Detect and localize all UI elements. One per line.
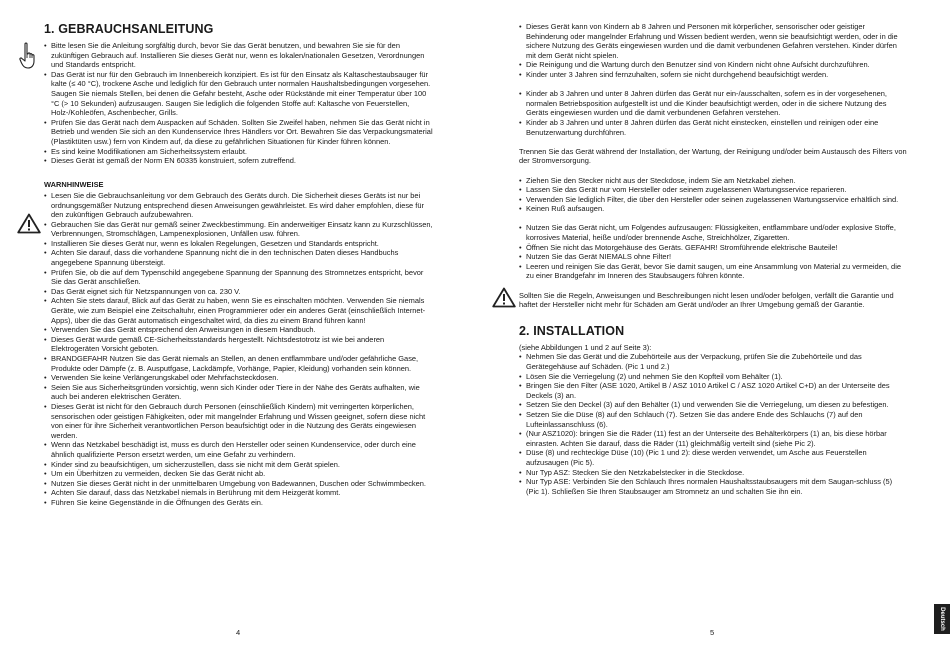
list-item: • Dieses Gerät kann von Kindern ab 8 Jahren und Personen mit körperlicher, sensorischer oder geistiger Behinderung oder mangelnder Erfahrung und Wissen bedient werden, wenn sie beaufsichtigt werden, oder in die sichere Nutzung des Geräts eingewiesen wurden und die damit verbundenen Gefahren verstehen. Kinder dürfen mit dem Gerät nicht spielen. (519, 22, 907, 60)
list-item: • Keinen Ruß aufsaugen. (519, 204, 907, 214)
language-tab (934, 604, 950, 634)
list-item: • Setzen Sie die Düse (8) auf den Schlauch (7). Setzen Sie das andere Ende des Schlauchs (7) auf den Lufteinlassanschluss (6). (519, 410, 907, 429)
list-item: • Führen Sie keine Gegenstände in die Öffnungen des Geräts ein. (44, 498, 434, 508)
list-item: • Installieren Sie dieses Gerät nur, wenn es lokalen Regelungen, Gesetzen und Standards entspricht. (44, 239, 434, 249)
list-item: • Setzen Sie den Deckel (3) auf den Behälter (1) und verwenden Sie die Verriegelung, um diesen zu befestigen. (519, 400, 907, 410)
list-item: • Kinder ab 3 Jahren und unter 8 Jahren dürfen das Gerät nur ein-/ausschalten, sofern es in der vorgesehenen, normalen Betriebsposition aufgestellt ist und die Kinder beaufsichtigt werden, oder in die sichere Nutzung des Geräts eingewiesen wurden und die damit verbundenen Gefahren verstehen. (519, 89, 907, 118)
list-item: • Dieses Gerät ist nicht für den Gebrauch durch Personen (einschließlich Kindern) mit verringerten körperlichen, sensorischen oder geistigen Fähigkeiten, oder mit mangelnder Erfahrung und Wissen geeignet, sofern diese nicht von einer für ihre Sicherheit verantwortlichen Person beaufsichtigt oder in die Nutzung des Geräts eingewiesen werden. (44, 402, 434, 440)
list-item: • Dieses Gerät wurde gemäß CE-Sicherheitsstandards hergestellt. Nichtsdestotrotz ist wie bei anderen Elektrogeräten Vorsicht geboten. (44, 335, 434, 354)
list-item: • Um ein Überhitzen zu vermeiden, decken Sie das Gerät nicht ab. (44, 469, 434, 479)
list-item: • (Nur ASZ1020): bringen Sie die Räder (11) fest an der Unterseite des Behälterkörpers (1) an, bis diese hörbar einrasten. Achten Sie darauf, dass die Räder (11) gleichmäßig verteilt sind (siehe Pic 2). (519, 429, 907, 448)
disconnect-paragraph: Trennen Sie das Gerät während der Installation, der Wartung, der Reinigung und/oder beim Austausch des Filters von der Stromversorgung. (519, 146, 907, 166)
warnings-title: WARNHINWEISE (44, 180, 104, 190)
section-heading-installation: 2. INSTALLATION (519, 323, 625, 338)
list-item: • Achten Sie darauf, dass die vorhandene Spannung nicht die in den technischen Daten dieses Handbuchs angegebene Spannung übersteigt. (44, 248, 434, 267)
section-heading-instructions: 1. GEBRAUCHSANLEITUNG (44, 22, 214, 36)
intro-list (44, 41, 434, 166)
list-item: • Verwenden Sie keine Verlängerungskabel oder Mehrfachsteckdosen. (44, 373, 434, 383)
language-tab-label: Deutsch (939, 607, 946, 631)
list-item: • Nutzen Sie dieses Gerät nicht in der unmittelbaren Umgebung von Badewannen, Duschen oder Schwimmbecken. (44, 479, 434, 489)
installation-list (519, 352, 907, 496)
list-item: • Es sind keine Modifikationen am Sicherheitssystem erlaubt. (44, 147, 434, 157)
repair-list (519, 176, 907, 214)
list-item: • Bitte lesen Sie die Anleitung sorgfältig durch, bevor Sie das Gerät benutzen, und bewahren Sie sie für den zukünftigen Gebrauch auf. Installieren Sie dieses Gerät nur, wenn es lokalen/nationalen Gesetzen, Verordnungen und Standards entspricht. (44, 41, 434, 70)
list-item: • Kinder sind zu beaufsichtigen, um sicherzustellen, dass sie nicht mit dem Gerät spielen. (44, 460, 434, 470)
list-item: • Das Gerät ist nur für den Gebrauch im Innenbereich konzipiert. Es ist für den Einsatz als Kaltaschestaubsauger für kalte (≤ 40 °C), trockene Asche und lediglich für den Gebrauch unter normalen Haushaltsbedingungen vorgesehen. Saugen Sie niemals Stellen, bei denen die Gefahr besteht, Asche oder Rückstände mit einer Temperatur über 100 °C (> 10 Sekunden) aufzusaugen. Saugen Sie lediglich die folgenden Stoffe auf: Kaltasche von Feuerstellen, Holz-/Kohleöfen, Aschenbecher, Grills. (44, 70, 434, 118)
list-item: • Prüfen Sie, ob die auf dem Typenschild angegebene Spannung der Spannung des Stromnetzes entspricht, bevor Sie das Gerät anschließen. (44, 268, 434, 287)
list-item: • Verwenden Sie lediglich Filter, die über den Hersteller oder seinen zugelassenen Wartungsservice erhältlich sind. (519, 195, 907, 205)
warning-triangle-icon (17, 213, 41, 234)
list-item: • Das Gerät eignet sich für Netzspannungen von ca. 230 V. (44, 287, 434, 297)
list-item: • Dieses Gerät ist gemäß der Norm EN 60335 konstruiert, sofern zutreffend. (44, 156, 434, 166)
list-item: • BRANDGEFAHR Nutzen Sie das Gerät niemals an Stellen, an denen entflammbare und/oder gefährliche Gase, Produkte oder Dämpfe (z. B. Ausputfgase, Lackdämpfe, Vorhänge, Papier, Kleidung) vorhanden sein können. (44, 354, 434, 373)
list-item: • Nutzen Sie das Gerät nicht, um Folgendes aufzusaugen: Flüssigkeiten, entflammbare und/oder explosive Stoffe, korrosives Material, heiße und/oder brennende Asche, Streichhölzer, Zigaretten. (519, 223, 907, 242)
list-item: • Achten Sie darauf, dass das Netzkabel niemals in Berührung mit dem Heizgerät kommt. (44, 488, 434, 498)
list-item: • Kinder ab 3 Jahren und unter 8 Jahren dürfen das Gerät nicht einstecken, einstellen und reinigen oder eine Benutzerwartung durchführen. (519, 118, 907, 137)
list-item: • Nur Typ ASE: Verbinden Sie den Schlauch Ihres normalen Haushaltsstaubsaugers mit dem Saugan-schluss (5) (Pic 1). Schließen Sie Ihren Staubsauger am Stromnetz an und schalten Sie ihn ein. (519, 477, 907, 496)
list-item: • Lesen Sie die Gebrauchsanleitung vor dem Gebrauch des Geräts durch. Die Sicherheit dieses Geräts ist nur bei ordnungsgemäßer Nutzung entsprechend diesen Anweisungen gewährleistet. Es wird daher empfohlen, diese für den zukünftigen Gebrauch aufzubewahren. (44, 191, 434, 220)
list-item: • Düse (8) und rechteckige Düse (10) (Pic 1 und 2): diese werden verwendet, um Asche aus Feuerstellen aufzusaugen (Pic 5). (519, 448, 907, 467)
warranty-paragraph: Sollten Sie die Regeln, Anweisungen und Beschreibungen nicht lesen und/oder befolgen, verfällt die Garantie und haftet der Hersteller nicht mehr für Schäden am Gerät und/oder an Ihrer Umgebung gemäß der Garantie. (519, 290, 894, 310)
list-item: • Wenn das Netzkabel beschädigt ist, muss es durch den Hersteller oder seinen Kundenservice, oder durch eine ähnlich qualifizierte Person ersetzt werden, um eine Gefahr zu verhindern. (44, 440, 434, 459)
list-item: • Seien Sie aus Sicherheitsgründen vorsichtig, wenn sich Kinder oder Tiere in der Nähe des Geräts aufhalten, wie auch bei anderen elektrischen Geräten. (44, 383, 434, 402)
danger-list (519, 223, 907, 281)
list-item: • Lassen Sie das Gerät nur vom Hersteller oder seinem zugelassenen Wartungsservice reparieren. (519, 185, 907, 195)
list-item: • Nur Typ ASZ: Stecken Sie den Netzkabelstecker in die Steckdose. (519, 468, 907, 478)
right-page (519, 22, 907, 496)
list-item: • Ziehen Sie den Stecker nicht aus der Steckdose, indem Sie am Netzkabel ziehen. (519, 176, 907, 186)
list-item: • Öffnen Sie nicht das Motorgehäuse des Geräts. GEFAHR! Stromführende elektrische Bauteile! (519, 243, 907, 253)
list-item: • Prüfen Sie das Gerät nach dem Auspacken auf Schäden. Sollten Sie Zweifel haben, nehmen Sie das Gerät nicht in Betrieb und wenden Sie sich an den Kundenservice Ihres Händlers vor Ort. Bewahren Sie das Verpackungsmaterial (Plastiktüten usw.) fern von Kindern auf, da diese zu gefährlichen Situationen für Kinder führen können. (44, 118, 434, 147)
warnings-list (44, 191, 434, 508)
left-page (44, 22, 434, 508)
list-item: • Die Reinigung und die Wartung durch den Benutzer sind von Kindern nicht ohne Aufsicht durchzuführen. (519, 60, 907, 70)
list-item: • Nutzen Sie das Gerät NIEMALS ohne Filter! (519, 252, 907, 262)
children-list-a (519, 22, 907, 80)
children-list-b (519, 89, 907, 137)
list-item: • Bringen Sie den Filter (ASE 1020, Artikel B / ASZ 1010 Artikel C / ASZ 1020 Artikel C+D) an der Unterseite des Deckels (3) an. (519, 381, 907, 400)
installation-intro: (siehe Abbildungen 1 und 2 auf Seite 3): (519, 342, 652, 352)
page-number-right: 5 (710, 628, 715, 637)
warning-triangle-icon (492, 287, 516, 308)
list-item: • Achten Sie stets darauf, Blick auf das Gerät zu haben, wenn Sie es einschalten möchten. Verwenden Sie niemals Geräte, wie zum Beispiel eine Zeitschaltuhr, einen Programmierer oder ein anderes Gerät (einschließlich Internet-Apps), über die das Gerät automatisch eingeschaltet wird, da dies zu einem Brand führen kann! (44, 296, 434, 325)
list-item: • Nehmen Sie das Gerät und die Zubehörteile aus der Verpackung, prüfen Sie die Zubehörteile und das Gerätegehäuse auf Schäden. (Pic 1 und 2.) (519, 352, 907, 371)
list-item: • Leeren und reinigen Sie das Gerät, bevor Sie damit saugen, um eine Ansammlung von Material zu vermeiden, die zu einer Brandgefahr im Inneren des Staubsaugers führen könnte. (519, 262, 907, 281)
page-number-left: 4 (236, 628, 241, 637)
pointing-hand-icon (18, 42, 38, 70)
list-item: • Gebrauchen Sie das Gerät nur gemäß seiner Zweckbestimmung. Ein anderweitiger Einsatz kann zu Kurzschlüssen, Verbrennungen, Stromschlägen, Lampenexplosionen, Unfällen usw. führen. (44, 220, 434, 239)
list-item: • Kinder unter 3 Jahren sind fernzuhalten, sofern sie nicht durchgehend beaufsichtigt werden. (519, 70, 907, 80)
list-item: • Lösen Sie die Verriegelung (2) und nehmen Sie den Kopfteil vom Behälter (1). (519, 372, 907, 382)
list-item: • Verwenden Sie das Gerät entsprechend den Anweisungen in diesem Handbuch. (44, 325, 434, 335)
